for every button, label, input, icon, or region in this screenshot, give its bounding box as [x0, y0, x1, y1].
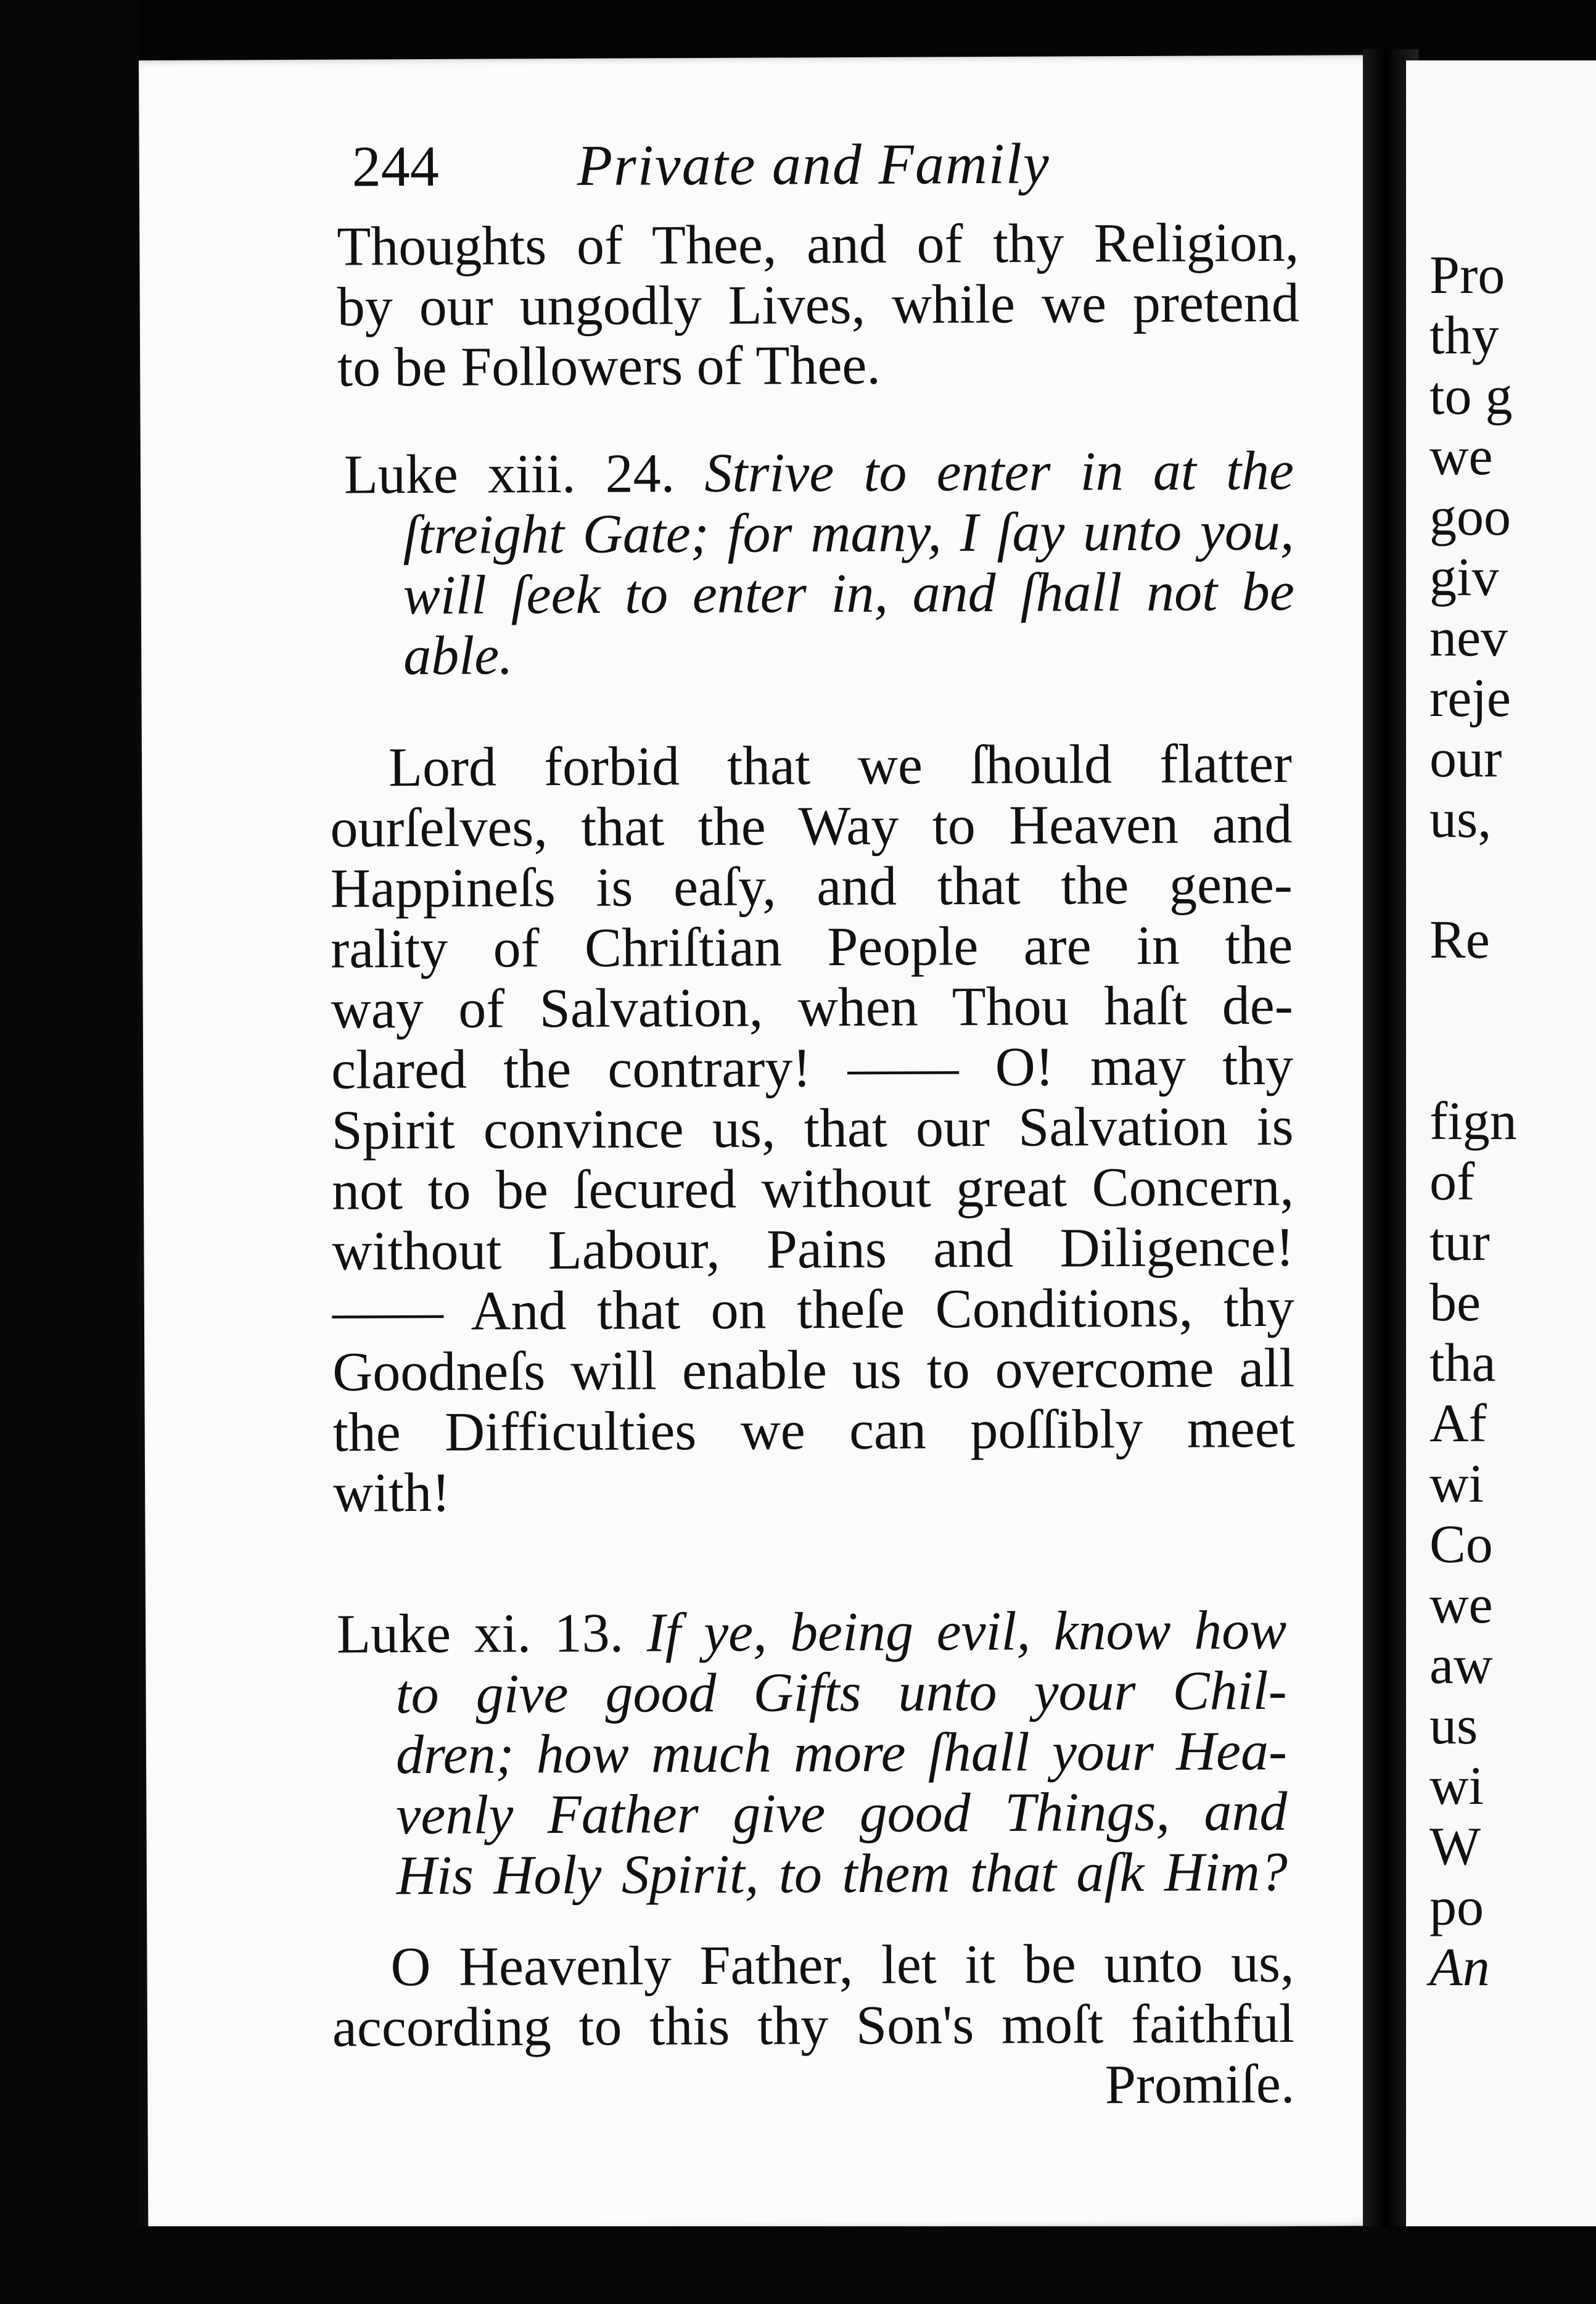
- verse-line: able.: [403, 625, 513, 687]
- verse-line: to give good Gifts unto your Chil-: [395, 1660, 1287, 1726]
- fragment-line: wi: [1429, 1454, 1484, 1514]
- text-line: without Labour, Pains and Diligence!: [332, 1216, 1294, 1282]
- running-title: Private and Family: [577, 131, 1050, 198]
- right-page-fragments: [1429, 245, 1517, 1998]
- fragment-line: An: [1429, 1938, 1490, 1997]
- verse-first-line: [337, 1600, 1286, 1665]
- fragment-line: reje: [1429, 669, 1511, 728]
- fragment-line: [1429, 971, 1517, 1031]
- catchword: Promiſe.: [1104, 2053, 1295, 2116]
- verse-line: His Holy Spirit, to them that aſk Him?: [396, 1841, 1288, 1907]
- verse-line: ſtreight Gate; for many, I ſay unto you,: [403, 500, 1294, 566]
- text-line: to be Followers of Thee.: [337, 334, 881, 398]
- text-line: the Difficulties we can poſſibly meet: [332, 1397, 1295, 1463]
- text-line: —— And that on theſe Conditions, thy: [332, 1277, 1295, 1343]
- verse-line: dren; how much more ſhall your Hea-: [395, 1720, 1288, 1786]
- scan-left-edge: [0, 0, 139, 2304]
- text-line: not to be ſecured without great Concern,: [331, 1156, 1294, 1222]
- prayer-paragraph-1: [330, 734, 1296, 1524]
- fragment-line: aw: [1429, 1635, 1493, 1695]
- text-line: ourſelves, that the Way to Heaven and: [330, 793, 1293, 859]
- fragment-line: goo: [1429, 487, 1511, 547]
- fragment-line: us: [1429, 1696, 1478, 1756]
- fragment-line: be: [1429, 1273, 1481, 1333]
- page-number: 244: [352, 134, 439, 199]
- text-line: with!: [332, 1462, 451, 1524]
- fragment-line: we: [1429, 1575, 1493, 1635]
- left-page: [139, 55, 1381, 2231]
- text-line: Happineſs is eaſy, and that the gene-: [330, 854, 1293, 920]
- opening-lines: [337, 213, 1299, 398]
- verse-line: venly Father give good Things, and: [396, 1780, 1288, 1846]
- text-line: Thoughts of Thee, and of thy Religion,: [337, 212, 1299, 278]
- text-line: according to this thy Son's moſt faithful: [332, 1993, 1295, 2059]
- fragment-line: nev: [1429, 608, 1508, 668]
- verse-text: If ye, being evil, know how: [646, 1599, 1287, 1664]
- fragment-line: po: [1429, 1877, 1484, 1937]
- fragment-line: tha: [1429, 1333, 1496, 1393]
- text-line: O Heavenly Father, let it be unto us,: [390, 1932, 1294, 1998]
- fragment-line: fign: [1429, 1092, 1517, 1151]
- fragment-line: Co: [1429, 1515, 1493, 1574]
- fragment-line: us,: [1429, 789, 1492, 849]
- fragment-line: of: [1429, 1152, 1475, 1212]
- verse-first-line: [344, 441, 1294, 506]
- text-line: by our ungodly Lives, while we pretend: [337, 272, 1299, 338]
- fragment-line: we: [1429, 427, 1493, 487]
- fragment-line: Pro: [1429, 245, 1505, 305]
- right-page-edge: [1406, 60, 1596, 2231]
- scan-bottom-edge: [0, 2226, 1596, 2304]
- verse-line: will ſeek to enter in, and ſhall not be: [403, 561, 1294, 627]
- scan-top-edge: [0, 0, 1596, 62]
- fragment-line: Af: [1429, 1394, 1487, 1454]
- text-line: way of Salvation, when Thou haſt de-: [331, 974, 1293, 1040]
- verse-luke-13-24: [344, 441, 1295, 687]
- fragment-line: giv: [1429, 548, 1499, 607]
- verse-luke-11-13: [337, 1600, 1288, 1907]
- fragment-line: [1429, 850, 1517, 910]
- verse-reference: Luke xi. 13.: [336, 1602, 624, 1665]
- prayer-paragraph-2: [332, 1933, 1294, 2119]
- fragment-line: our: [1429, 729, 1502, 789]
- fragment-line: W: [1429, 1817, 1481, 1877]
- running-head: [352, 130, 1278, 208]
- text-line: clared the contrary! —— O! may thy: [331, 1035, 1294, 1101]
- fragment-line: [1429, 1031, 1517, 1092]
- fragment-line: Re: [1429, 910, 1490, 970]
- fragment-line: wi: [1429, 1756, 1484, 1816]
- text-line: Lord forbid that we ſhould flatter: [388, 733, 1293, 799]
- text-line: Goodneſs will enable us to overcome all: [332, 1337, 1295, 1403]
- fragment-line: tur: [1429, 1212, 1490, 1272]
- verse-reference: Luke xiii. 24.: [343, 443, 675, 506]
- fragment-line: to g: [1429, 366, 1513, 426]
- text-line: Spirit convince us, that our Salvation is: [331, 1095, 1294, 1161]
- verse-text: Strive to enter in at the: [704, 440, 1294, 504]
- fragment-line: thy: [1429, 306, 1499, 366]
- text-line: rality of Chriſtian People are in the: [331, 914, 1293, 980]
